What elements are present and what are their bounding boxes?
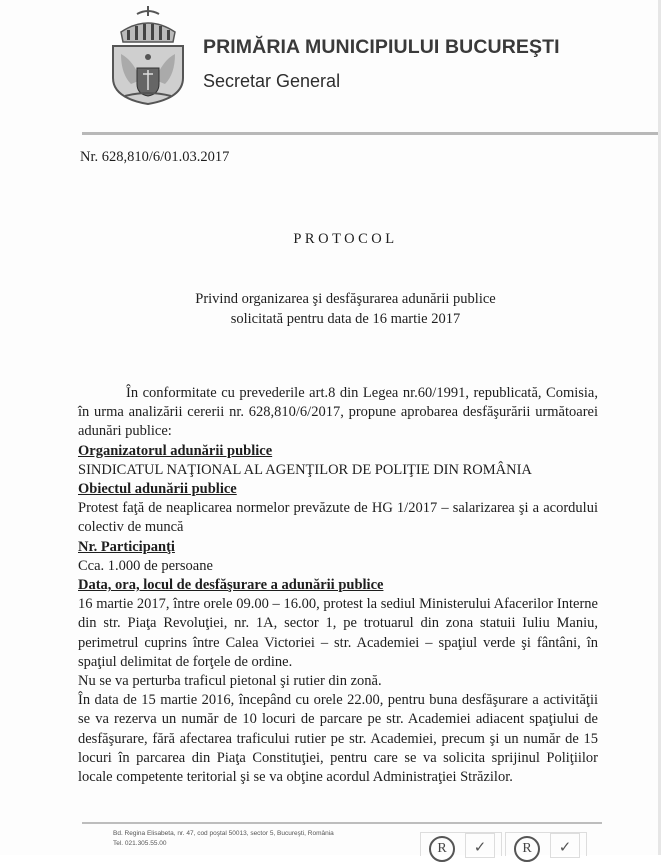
traffic-note: Nu se va perturba traficul pietonal şi rutier din zonă. — [78, 673, 382, 690]
document-subject — [0, 289, 661, 329]
subject-line-1: Privind organizarea şi desfăşurarea adunării publice — [195, 291, 496, 307]
participants-text: Cca. 1.000 de persoane — [78, 557, 213, 574]
organizer-name: SINDICATUL NAŢIONAL AL AGENŢILOR DE POLIŢIE DIN ROMÂNIA — [78, 461, 532, 478]
section-heading-date-location: Data, ora, locul de desfăşurare a adunării publice — [78, 577, 384, 594]
crown-check-icon: ✓ — [550, 833, 580, 858]
certification-badge — [505, 832, 587, 856]
section-heading-organizer: Organizatorul adunării publice — [78, 442, 273, 459]
subject-line-2: solicitată pentru data de 16 martie 2017 — [230, 311, 461, 327]
section-heading-participants: Nr. Participanţi — [78, 538, 175, 555]
footer-address: Bd. Regina Elisabeta, nr. 47, cod poştal 50013, sector 5, Bucureşti, România — [113, 830, 334, 837]
document-body — [78, 384, 598, 787]
footer-phone: Tel. 021.305.55.00 — [113, 840, 167, 847]
crown-check-icon: ✓ — [465, 833, 495, 858]
parking-text: În data de 15 martie 2016, începând cu orele 22.00, pentru buna desfăşurare a activităţii se va rezerva un număr de 10 locuri de parcare pe str. Academiei adiacent spaţiului de desfăşurare, fără afectarea traficului rutier pe str. Academiei, precum şi un număr de 15 locuri în parcarea din Piaţa Constituţiei, pentru care se va solicita sprijinul Poliţiilor locale competente teritorial şi se va obţine acordul Administraţiei Străzilor. — [78, 692, 598, 786]
bucharest-coat-of-arms-icon — [107, 4, 189, 106]
intro-paragraph: În conformitate cu prevederile art.8 din Legea nr.60/1991, republicată, Comisia, în urma analizării cererii nr. 628,810/6/2017, propune aprobarea desfăşurării următoarei adunări publice: — [78, 385, 598, 440]
footer-contact — [113, 829, 334, 849]
registered-certification-icon: R — [514, 836, 540, 862]
reference-number: Nr. 628,810/6/01.03.2017 — [80, 149, 230, 165]
section-heading-object: Obiectul adunării publice — [78, 481, 237, 498]
footer-divider — [82, 822, 602, 824]
header-divider — [82, 132, 661, 135]
date-location-text: 16 martie 2017, între orele 09.00 – 16.00, protest la sediul Ministerului Afacerilor Interne din str. Piaţa Revoluţiei, nr. 1A, sector 1, pe trotuarul din zona statuii Iuliu Maniu, perimetrul cuprins între Calea Victoriei – str. Academiei – spaţiul verde şi fântâni, în spaţiul delimitat de forţele de ordine. — [78, 596, 598, 670]
document-title: PROTOCOL — [293, 231, 398, 247]
institution-name: PRIMĂRIA MUNICIPIULUI BUCUREŞTI — [203, 36, 560, 58]
department-name: Secretar General — [203, 71, 341, 91]
object-text: Protest faţă de neaplicarea normelor prevăzute de HG 1/2017 – salarizarea şi a acordului colectiv de muncă — [78, 500, 598, 536]
certification-badge — [420, 832, 502, 856]
registered-certification-icon: R — [429, 836, 455, 862]
